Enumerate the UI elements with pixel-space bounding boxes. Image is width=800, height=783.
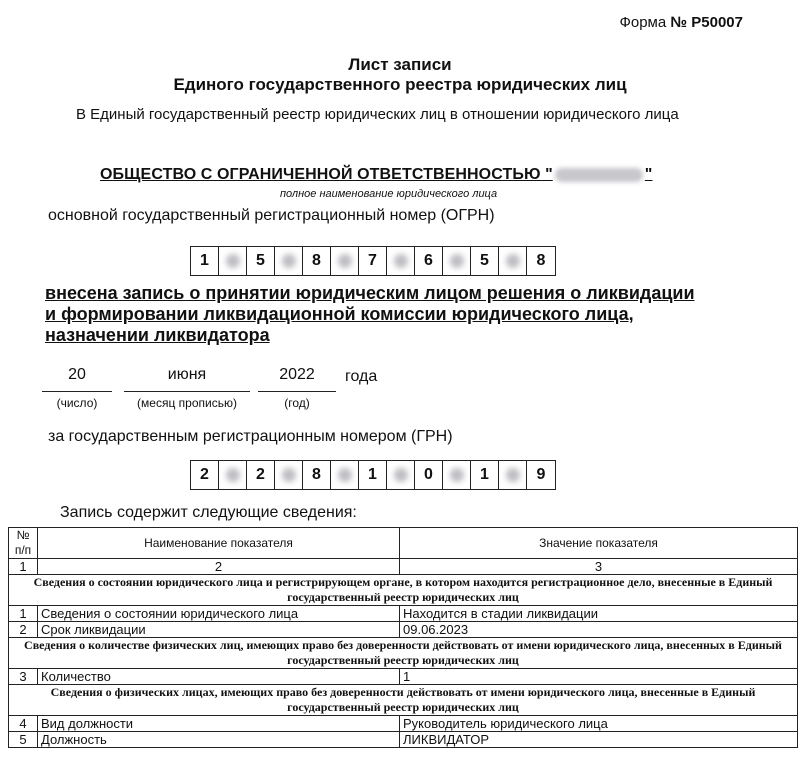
digit-cell: 1 — [359, 461, 387, 489]
redacted-digit — [338, 254, 352, 268]
redacted-digit — [226, 468, 240, 482]
company-name — [100, 166, 652, 184]
digit-cell: 5 — [471, 247, 499, 275]
form-number — [619, 14, 743, 31]
header-value: Значение показателя — [400, 528, 798, 559]
digit-cell — [499, 247, 527, 275]
redacted-digit — [506, 254, 520, 268]
row-value: ЛИКВИДАТОР — [400, 732, 798, 748]
digit-cell — [219, 247, 247, 275]
digit-cell: 1 — [471, 461, 499, 489]
redacted-digit — [450, 254, 464, 268]
entry-line: внесена запись о принятии юридическим лицом решения о ликвидации — [45, 283, 695, 303]
ogrn-label: основной государственный регистрационный номер (ОГРН) — [48, 207, 495, 224]
table-row — [9, 606, 798, 622]
digit-cell — [443, 247, 471, 275]
digit-cell: 5 — [247, 247, 275, 275]
digit-cell: 7 — [359, 247, 387, 275]
date-day: 20 — [68, 366, 86, 383]
redacted-digit — [338, 468, 352, 482]
contains-label: Запись содержит следующие сведения: — [60, 504, 357, 521]
date-year: 2022 — [279, 366, 315, 383]
company-name-start: ОБЩЕСТВО С ОГРАНИЧЕННОЙ ОТВЕТСТВЕННОСТЬЮ " — [100, 166, 553, 183]
date-day-caption: (число) — [56, 396, 98, 410]
entry-line: и формировании ликвидационной комиссии юридического лица, — [45, 304, 634, 324]
date-suffix: года — [345, 368, 378, 385]
digit-cell — [331, 247, 359, 275]
ogrn-cells — [190, 246, 556, 276]
date-month: июня — [167, 366, 207, 383]
form-code: № Р50007 — [670, 14, 743, 31]
date-month-line — [124, 391, 250, 392]
redacted-digit — [226, 254, 240, 268]
header-num: № п/п — [9, 528, 38, 559]
table-row — [9, 622, 798, 638]
section-title: Сведения о состоянии юридического лица и регистрирующем органе, в котором находится регистрационное дело, внесенные в Единый государственный реестр юридических лиц — [9, 575, 798, 606]
date-year-caption: (год) — [284, 396, 310, 410]
redacted-digit — [394, 468, 408, 482]
row-value: Находится в стадии ликвидации — [400, 606, 798, 622]
entry-description — [45, 283, 765, 346]
row-name: Срок ликвидации — [38, 622, 400, 638]
redacted-digit — [506, 468, 520, 482]
digit-cell: 0 — [415, 461, 443, 489]
digit-cell: 1 — [191, 247, 219, 275]
grn-cells — [190, 460, 556, 490]
date-day-line — [42, 391, 112, 392]
redacted-digit — [282, 468, 296, 482]
digit-cell — [387, 247, 415, 275]
col-number: 1 — [9, 559, 38, 575]
intro-text: В Единый государственный реестр юридических лиц в отношении юридического лица — [76, 106, 679, 123]
row-num: 4 — [9, 716, 38, 732]
col-number: 2 — [38, 559, 400, 575]
row-value: 09.06.2023 — [400, 622, 798, 638]
table-row — [9, 716, 798, 732]
table-number-row — [9, 559, 798, 575]
company-name-end: " — [644, 166, 653, 183]
redacted-digit — [450, 468, 464, 482]
doc-title: Лист записи — [348, 55, 452, 74]
row-name: Должность — [38, 732, 400, 748]
section-row — [9, 575, 798, 606]
section-title: Сведения о физических лицах, имеющих право без доверенности действовать от имени юридического лица, внесенные в Единый государственный реестр юридических лиц — [9, 685, 798, 716]
digit-cell — [331, 461, 359, 489]
digit-cell — [499, 461, 527, 489]
digit-cell: 8 — [536, 252, 546, 269]
digit-cell: 8 — [303, 247, 331, 275]
digit-cell — [219, 461, 247, 489]
row-name: Сведения о состоянии юридического лица — [38, 606, 400, 622]
section-row — [9, 685, 798, 716]
row-num: 5 — [9, 732, 38, 748]
digit-cell: 2 — [247, 461, 275, 489]
table-header-row — [9, 528, 798, 559]
digit-cell: 6 — [415, 247, 443, 275]
digit-cell: 9 — [536, 466, 546, 483]
grn-label: за государственным регистрационным номером (ГРН) — [48, 428, 453, 445]
section-title: Сведения о количестве физических лиц, имеющих право без доверенности действовать от имени юридического лица, внесенных в Единый государственный реестр юридических лиц — [9, 638, 798, 669]
date-month-caption: (месяц прописью) — [137, 396, 237, 410]
col-number: 3 — [400, 559, 798, 575]
digit-cell — [443, 461, 471, 489]
row-name: Количество — [38, 669, 400, 685]
row-num: 2 — [9, 622, 38, 638]
row-value: 1 — [400, 669, 798, 685]
digit-cell — [275, 247, 303, 275]
info-table — [8, 527, 798, 748]
table-row — [9, 669, 798, 685]
redacted-digit — [394, 254, 408, 268]
entry-line: назначении ликвидатора — [45, 325, 270, 345]
digit-cell — [275, 461, 303, 489]
redacted-name — [555, 168, 643, 182]
redacted-digit — [282, 254, 296, 268]
form-prefix: Форма — [619, 14, 667, 31]
doc-subtitle: Единого государственного реестра юридических лиц — [173, 75, 627, 94]
digit-cell: 8 — [303, 461, 331, 489]
row-num: 1 — [9, 606, 38, 622]
row-num: 3 — [9, 669, 38, 685]
digit-cell — [387, 461, 415, 489]
section-row — [9, 638, 798, 669]
company-caption: полное наименование юридического лица — [280, 188, 498, 200]
header-name: Наименование показателя — [38, 528, 400, 559]
row-name: Вид должности — [38, 716, 400, 732]
row-value: Руководитель юридического лица — [400, 716, 798, 732]
date-year-line — [258, 391, 336, 392]
digit-cell: 2 — [191, 461, 219, 489]
table-row — [9, 732, 798, 748]
